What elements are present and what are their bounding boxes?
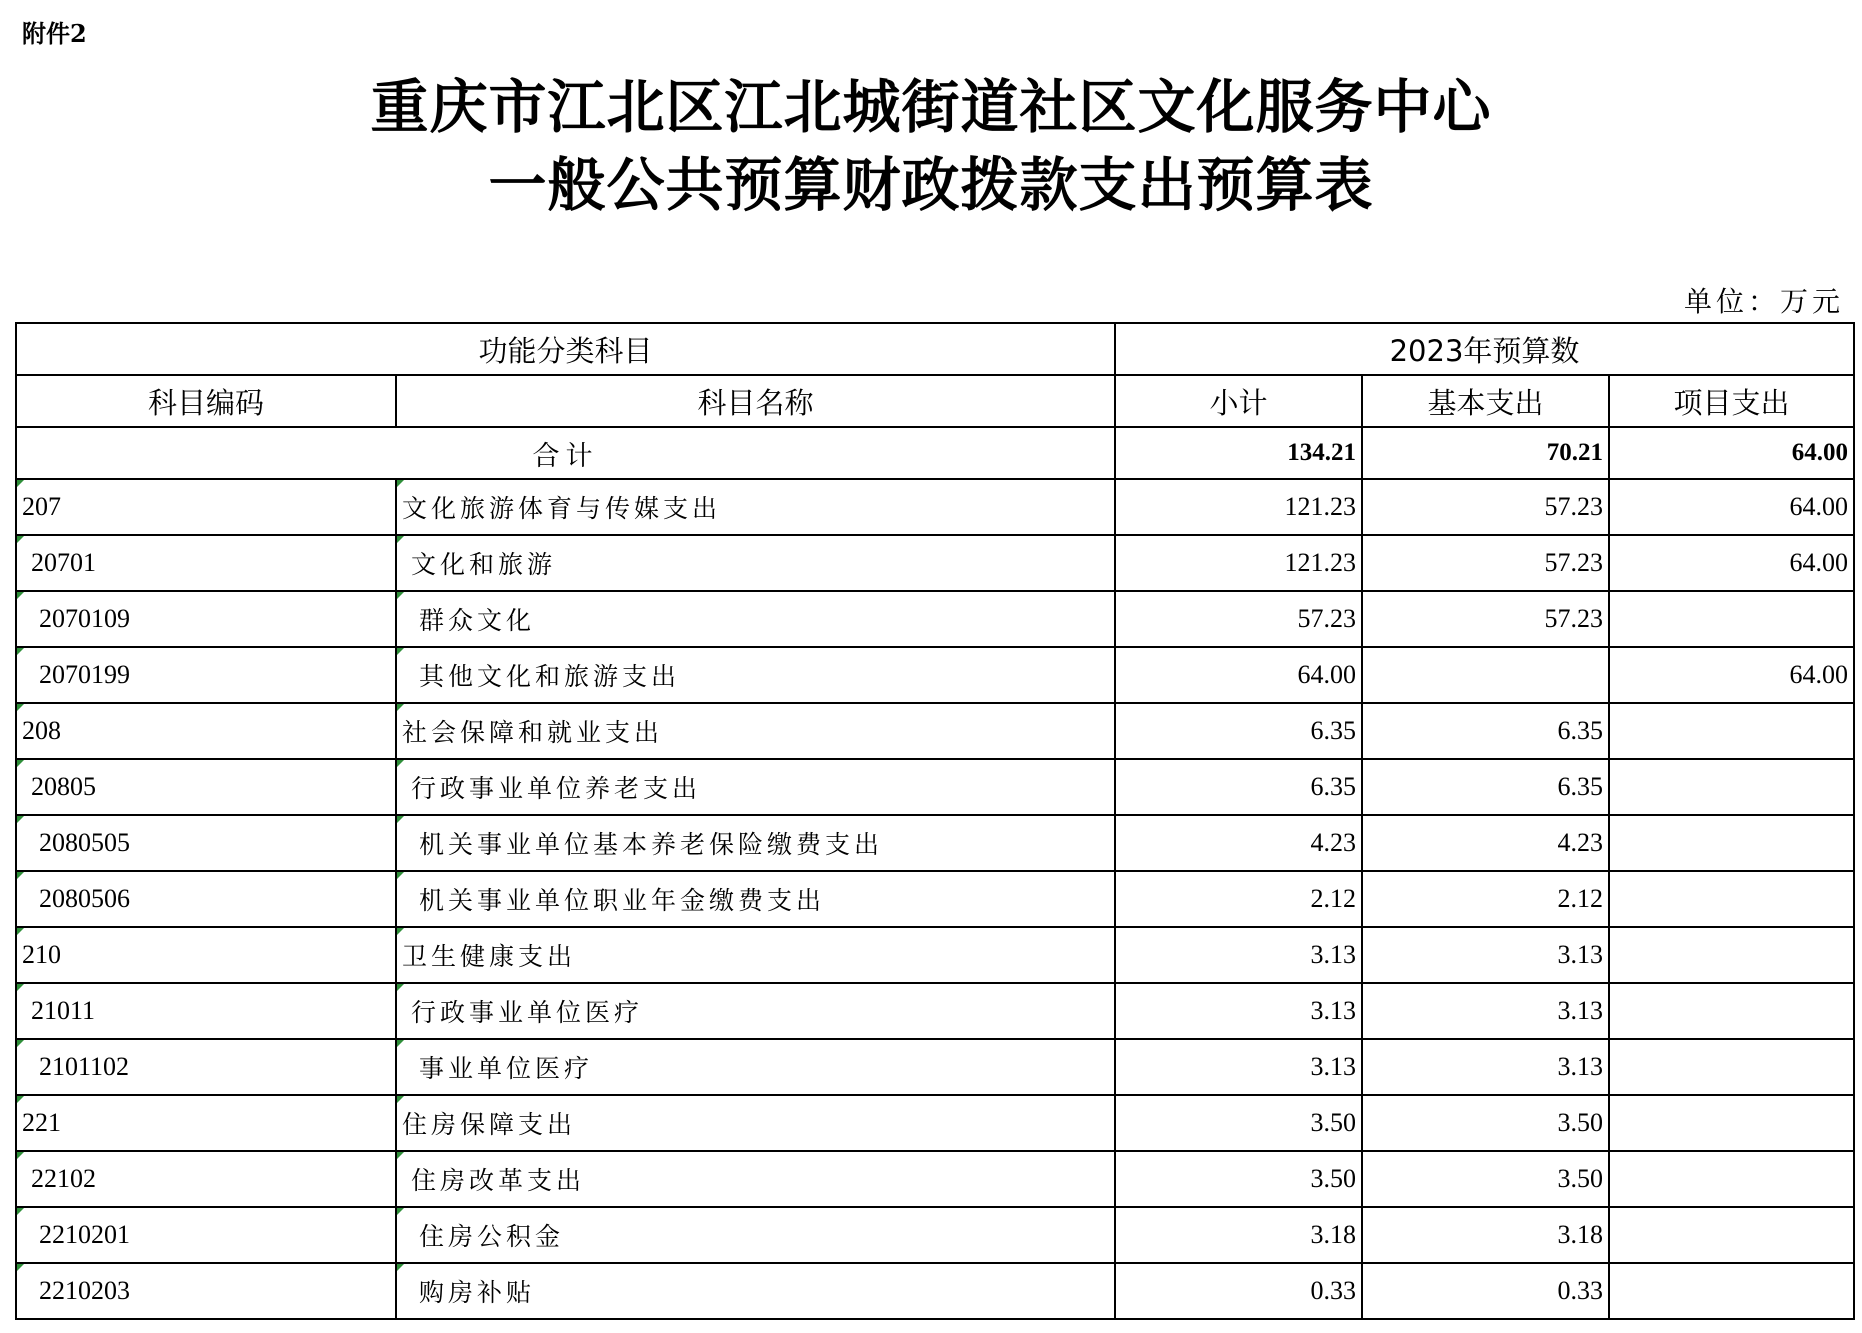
table-row bbox=[16, 647, 1854, 703]
row-name: 文化和旅游 bbox=[396, 535, 1115, 591]
row-code: 22102 bbox=[16, 1151, 396, 1207]
row-basic: 3.50 bbox=[1362, 1095, 1609, 1151]
row-basic: 3.13 bbox=[1362, 927, 1609, 983]
row-project bbox=[1609, 871, 1854, 927]
table-row bbox=[16, 479, 1854, 535]
row-basic: 6.35 bbox=[1362, 703, 1609, 759]
row-basic: 3.13 bbox=[1362, 983, 1609, 1039]
row-project bbox=[1609, 1039, 1854, 1095]
row-basic: 3.18 bbox=[1362, 1207, 1609, 1263]
row-name: 群众文化 bbox=[396, 591, 1115, 647]
row-project bbox=[1609, 983, 1854, 1039]
row-subtotal: 3.13 bbox=[1115, 927, 1362, 983]
row-name: 行政事业单位养老支出 bbox=[396, 759, 1115, 815]
row-basic: 57.23 bbox=[1362, 591, 1609, 647]
row-basic: 0.33 bbox=[1362, 1263, 1609, 1319]
total-project: 64.00 bbox=[1609, 427, 1854, 479]
row-code: 21011 bbox=[16, 983, 396, 1039]
row-code: 221 bbox=[16, 1095, 396, 1151]
attachment-label: 附件2 bbox=[22, 19, 87, 48]
unit-label: 单位：万元 bbox=[1683, 285, 1844, 318]
row-subtotal: 121.23 bbox=[1115, 535, 1362, 591]
header-subtotal: 小计 bbox=[1115, 375, 1362, 427]
row-project: 64.00 bbox=[1609, 535, 1854, 591]
row-subtotal: 6.35 bbox=[1115, 703, 1362, 759]
row-project bbox=[1609, 759, 1854, 815]
row-subtotal: 57.23 bbox=[1115, 591, 1362, 647]
row-name: 住房改革支出 bbox=[396, 1151, 1115, 1207]
row-name: 卫生健康支出 bbox=[396, 927, 1115, 983]
table-row bbox=[16, 591, 1854, 647]
document-title bbox=[0, 68, 1862, 224]
row-subtotal: 2.12 bbox=[1115, 871, 1362, 927]
row-basic: 3.13 bbox=[1362, 1039, 1609, 1095]
table-row bbox=[16, 1151, 1854, 1207]
header-basic: 基本支出 bbox=[1362, 375, 1609, 427]
row-code: 2101102 bbox=[16, 1039, 396, 1095]
table-row bbox=[16, 535, 1854, 591]
row-name: 住房公积金 bbox=[396, 1207, 1115, 1263]
row-name: 其他文化和旅游支出 bbox=[396, 647, 1115, 703]
header-function-category: 功能分类科目 bbox=[16, 323, 1115, 375]
row-project: 64.00 bbox=[1609, 479, 1854, 535]
row-code: 2210201 bbox=[16, 1207, 396, 1263]
row-subtotal: 6.35 bbox=[1115, 759, 1362, 815]
table-row bbox=[16, 983, 1854, 1039]
row-subtotal: 3.50 bbox=[1115, 1151, 1362, 1207]
row-code: 2210203 bbox=[16, 1263, 396, 1319]
row-basic: 3.50 bbox=[1362, 1151, 1609, 1207]
table-row bbox=[16, 703, 1854, 759]
row-project bbox=[1609, 1207, 1854, 1263]
row-basic: 57.23 bbox=[1362, 479, 1609, 535]
table-row bbox=[16, 1039, 1854, 1095]
row-basic: 6.35 bbox=[1362, 759, 1609, 815]
row-name: 行政事业单位医疗 bbox=[396, 983, 1115, 1039]
header-row-1 bbox=[16, 323, 1854, 375]
row-basic: 2.12 bbox=[1362, 871, 1609, 927]
row-basic: 57.23 bbox=[1362, 535, 1609, 591]
header-row-2 bbox=[16, 375, 1854, 427]
table-row bbox=[16, 927, 1854, 983]
total-basic: 70.21 bbox=[1362, 427, 1609, 479]
budget-table bbox=[15, 322, 1855, 1320]
row-subtotal: 64.00 bbox=[1115, 647, 1362, 703]
row-name: 机关事业单位职业年金缴费支出 bbox=[396, 871, 1115, 927]
row-name: 事业单位医疗 bbox=[396, 1039, 1115, 1095]
row-project bbox=[1609, 1151, 1854, 1207]
row-project bbox=[1609, 591, 1854, 647]
row-subtotal: 3.50 bbox=[1115, 1095, 1362, 1151]
header-code: 科目编码 bbox=[16, 375, 396, 427]
title-line-2: 一般公共预算财政拨款支出预算表 bbox=[488, 151, 1374, 219]
total-label: 合计 bbox=[16, 427, 1115, 479]
row-project bbox=[1609, 1263, 1854, 1319]
row-name: 文化旅游体育与传媒支出 bbox=[396, 479, 1115, 535]
row-subtotal: 3.18 bbox=[1115, 1207, 1362, 1263]
row-project bbox=[1609, 815, 1854, 871]
header-budget-year: 2023年预算数 bbox=[1115, 323, 1854, 375]
row-project bbox=[1609, 1095, 1854, 1151]
row-code: 2080505 bbox=[16, 815, 396, 871]
header-project: 项目支出 bbox=[1609, 375, 1854, 427]
table-row bbox=[16, 1095, 1854, 1151]
row-name: 社会保障和就业支出 bbox=[396, 703, 1115, 759]
row-code: 207 bbox=[16, 479, 396, 535]
table-row bbox=[16, 871, 1854, 927]
row-basic bbox=[1362, 647, 1609, 703]
row-code: 210 bbox=[16, 927, 396, 983]
header-name: 科目名称 bbox=[396, 375, 1115, 427]
table-row bbox=[16, 1207, 1854, 1263]
title-line-1: 重庆市江北区江北城街道社区文化服务中心 bbox=[370, 73, 1492, 141]
row-code: 2080506 bbox=[16, 871, 396, 927]
row-subtotal: 0.33 bbox=[1115, 1263, 1362, 1319]
row-code: 2070199 bbox=[16, 647, 396, 703]
row-code: 2070109 bbox=[16, 591, 396, 647]
total-subtotal: 134.21 bbox=[1115, 427, 1362, 479]
row-subtotal: 3.13 bbox=[1115, 983, 1362, 1039]
row-subtotal: 4.23 bbox=[1115, 815, 1362, 871]
row-subtotal: 3.13 bbox=[1115, 1039, 1362, 1095]
row-code: 20805 bbox=[16, 759, 396, 815]
row-name: 机关事业单位基本养老保险缴费支出 bbox=[396, 815, 1115, 871]
row-project bbox=[1609, 927, 1854, 983]
total-row bbox=[16, 427, 1854, 479]
table-row bbox=[16, 1263, 1854, 1319]
row-project: 64.00 bbox=[1609, 647, 1854, 703]
row-subtotal: 121.23 bbox=[1115, 479, 1362, 535]
table-row bbox=[16, 759, 1854, 815]
row-code: 20701 bbox=[16, 535, 396, 591]
row-project bbox=[1609, 703, 1854, 759]
row-name: 住房保障支出 bbox=[396, 1095, 1115, 1151]
table-row bbox=[16, 815, 1854, 871]
row-code: 208 bbox=[16, 703, 396, 759]
row-basic: 4.23 bbox=[1362, 815, 1609, 871]
row-name: 购房补贴 bbox=[396, 1263, 1115, 1319]
